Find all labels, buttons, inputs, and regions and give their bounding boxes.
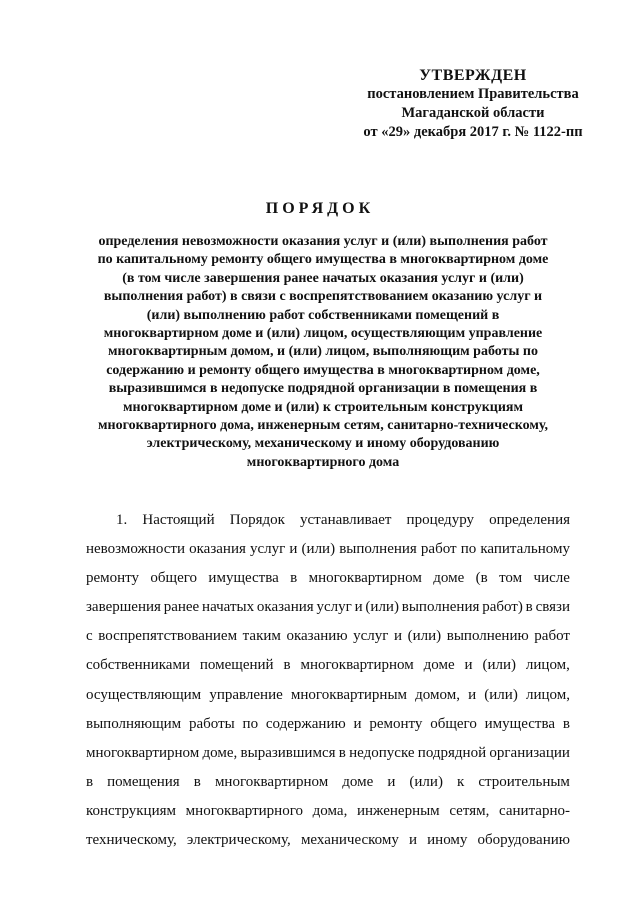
body-line: с воспрепятствованием таким оказанию услуг и (или) выполнению работ: [86, 628, 570, 645]
body-line: невозможности оказания услуг и (или) выполнения работ по капитальному: [86, 541, 570, 558]
paragraph-1: [86, 506, 570, 855]
subtitle-line: многоквартирном доме и (или) к строительным конструкциям: [122, 399, 524, 415]
approval-line: Магаданской области: [401, 105, 545, 121]
subtitle-line: содержанию и ремонту общего имущества в многоквартирном доме,: [106, 362, 540, 378]
body-line: в помещения в многоквартирном доме и (или) к строительным: [86, 773, 570, 790]
document-title: ПОРЯДОК: [265, 200, 375, 217]
body-line: ремонту общего имущества в многоквартирном доме (в том числе: [86, 570, 570, 587]
subtitle-line: определения невозможности оказания услуг и (или) выполнения работ: [98, 234, 548, 249]
body-line: техническому, электрическому, механическому и иному оборудованию: [86, 832, 570, 849]
body-line: выполняющим работы по содержанию и ремонту общего имущества в: [86, 715, 570, 732]
body-line: собственниками помещений в многоквартирном доме и (или) лицом,: [86, 657, 570, 674]
subtitle-line: многоквартирным домом, и (или) лицом, выполняющим работы по: [108, 344, 538, 360]
document-subtitle: [78, 233, 568, 472]
body-line: осуществляющим управление многоквартирным домом, и (или) лицом,: [86, 686, 570, 703]
subtitle-line: электрическому, механическому и иному оборудованию: [146, 436, 500, 452]
subtitle-line: многоквартирного дома, инженерным сетям, санитарно-техническому,: [98, 418, 548, 434]
body-line: конструкциям многоквартирного дома, инженерным сетям, санитарно-: [86, 802, 570, 819]
subtitle-line: многоквартирном доме и (или) лицом, осуществляющим управление: [103, 326, 543, 342]
approval-date-line: от «29» декабря 2017 г. № 1122-пп: [363, 124, 583, 140]
subtitle-line: по капитальному ремонту общего имущества в многоквартирном доме: [97, 252, 549, 268]
subtitle-line: многоквартирного дома: [246, 454, 400, 470]
body-line: завершения ранее начатых оказания услуг и (или) выполнения работ) в связи: [86, 599, 570, 616]
subtitle-line: (в том числе завершения ранее начатых оказания услуг и (или): [122, 270, 524, 286]
body-line: 1. Настоящий Порядок устанавливает процедуру определения: [116, 512, 570, 528]
subtitle-line: выполнения работ) в связи с воспрепятствованием оказанию услуг и: [103, 289, 543, 305]
approval-line: постановлением Правительства: [367, 86, 579, 102]
approval-block: [318, 66, 628, 142]
body-line: многоквартирном доме, выразившимся в недопуске подрядной организации: [86, 744, 570, 761]
approval-heading: УТВЕРЖДЕН: [419, 67, 527, 84]
subtitle-line: (или) выполнению работ собственниками помещений в: [146, 307, 500, 323]
subtitle-line: выразившимся в недопуске подрядной организации в помещения в: [108, 381, 538, 397]
